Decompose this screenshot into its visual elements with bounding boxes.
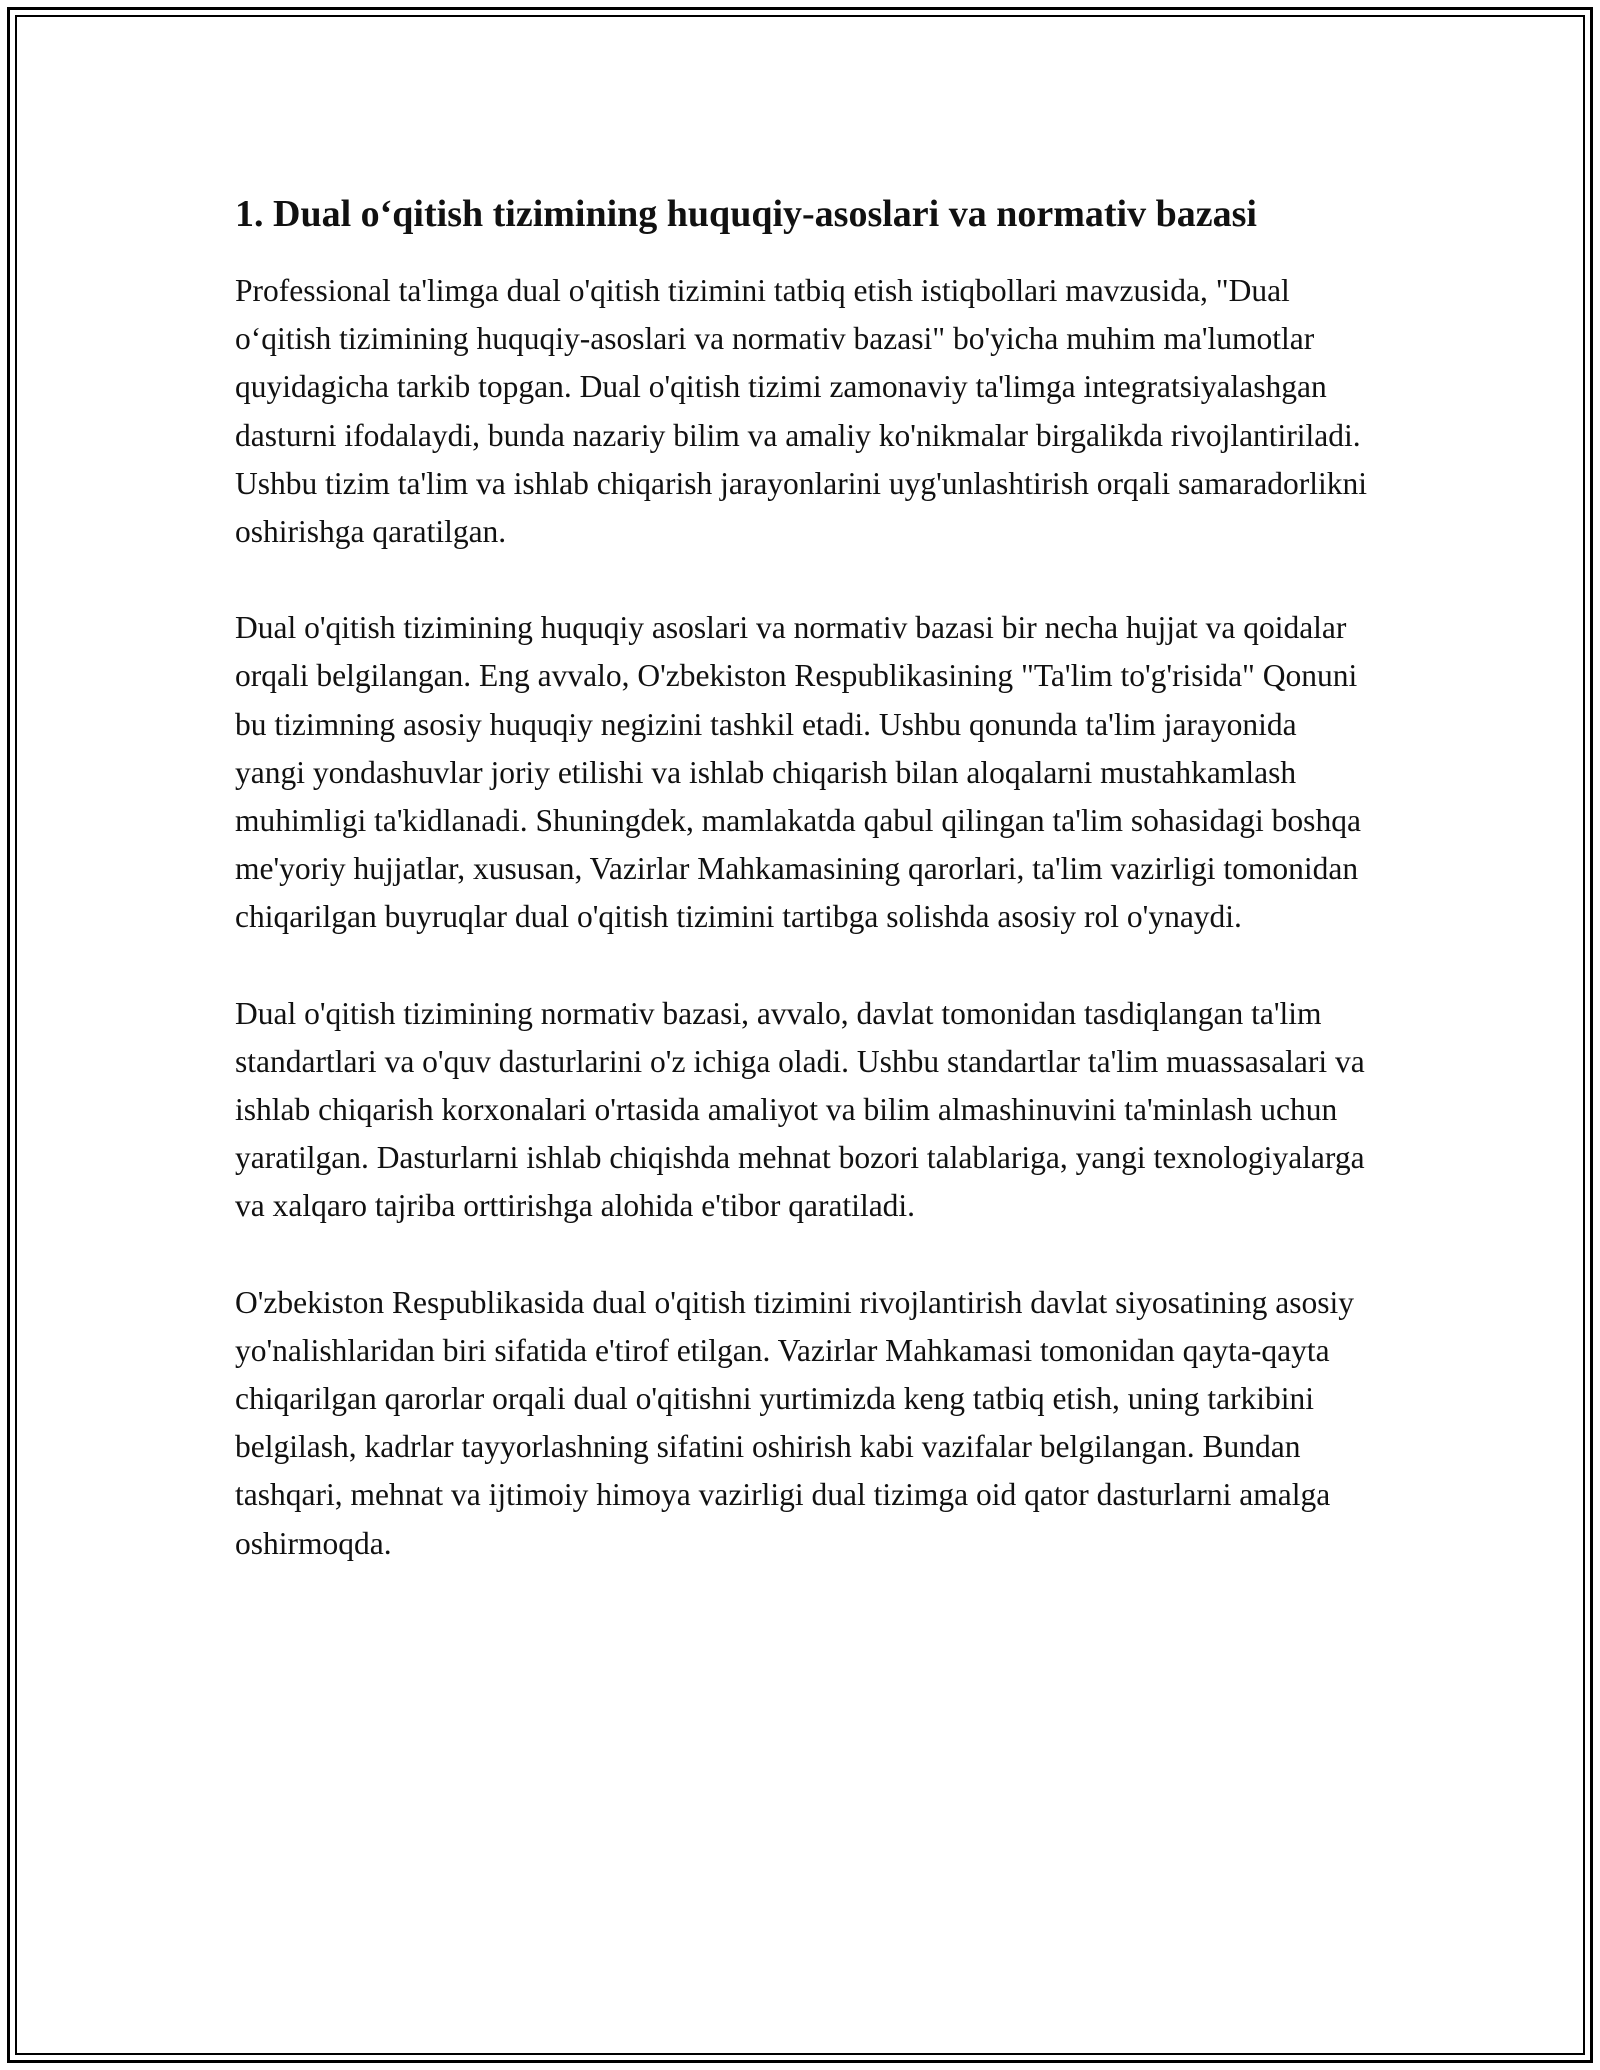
paragraph-legal-basis: Dual o'qitish tizimining huquqiy asoslari va normativ bazasi bir necha hujjat va qoidalar orqali belgilangan. Eng avvalo, O'zbekiston Respublikasining "Ta'lim to'g'risida" Qonuni bu tizimning asosiy huquqiy negizini tashkil etadi. Ushbu qonunda ta'lim jarayonida yangi yondashuvlar joriy etilishi va ishlab chiqarish bilan aloqalarni mustahkamlash muhimligi ta'kidlanadi. Shuningdek, mamlakatda qabul qilingan ta'lim sohasidagi boshqa me'yoriy hujjatlar, xususan, Vazirlar Mahkamasining qarorlari, ta'lim vazirligi tomonidan chiqarilgan buyruqlar dual o'qitish tizimini tartibga solishda asosiy rol o'ynaydi.	[235, 610, 1361, 935]
paragraph-state-policy: O'zbekiston Respublikasida dual o'qitish tizimini rivojlantirish davlat siyosatining asosiy yo'nalishlaridan biri sifatida e'tirof etilgan. Vazirlar Mahkamasi tomonidan qayta-qayta chiqarilgan qarorlar orqali dual o'qitishni yurtimizda keng tatbiq etish, uning tarkibini belgilash, kadrlar tayyorlashning sifatini oshirish kabi vazifalar belgilangan. Bundan tashqari, mehnat va ijtimoiy himoya vazirligi dual tizimga oid qator dasturlarni amalga oshirmoqda.	[235, 1284, 1354, 1561]
page-title: 1. Dual o‘qitish tizimining huquqiy-asoslari va normativ bazasi	[235, 193, 1257, 235]
paragraph-intro: Professional ta'limga dual o'qitish tizimini tatbiq etish istiqbollari mavzusida, "Dual o‘qitish tizimining huquqiy-asoslari va normativ bazasi" bo'yicha muhim ma'lumotlar quyidagicha tarkib topgan. Dual o'qitish tizimi zamonaviy ta'limga integratsiyalashgan dasturni ifodalaydi, bunda nazariy bilim va amaliy ko'nikmalar birgalikda rivojlantiriladi. Ushbu tizim ta'lim va ishlab chiqarish jarayonlarini uyg'unlashtirish orqali samaradorlikni oshirishga qaratilgan.	[235, 273, 1367, 550]
paragraph-normative-base: Dual o'qitish tizimining normativ bazasi, avvalo, davlat tomonidan tasdiqlangan ta'lim standartlari va o'quv dasturlarini o'z ichiga oladi. Ushbu standartlar ta'lim muassasalari va ishlab chiqarish korxonalari o'rtasida amaliyot va bilim almashinuvini ta'minlash uchun yaratilgan. Dasturlarni ishlab chiqishda mehnat bozori talablariga, yangi texnologiyalarga va xalqaro tajriba orttirishga alohida e'tibor qaratiladi.	[235, 995, 1365, 1224]
document-body	[235, 188, 1370, 1616]
